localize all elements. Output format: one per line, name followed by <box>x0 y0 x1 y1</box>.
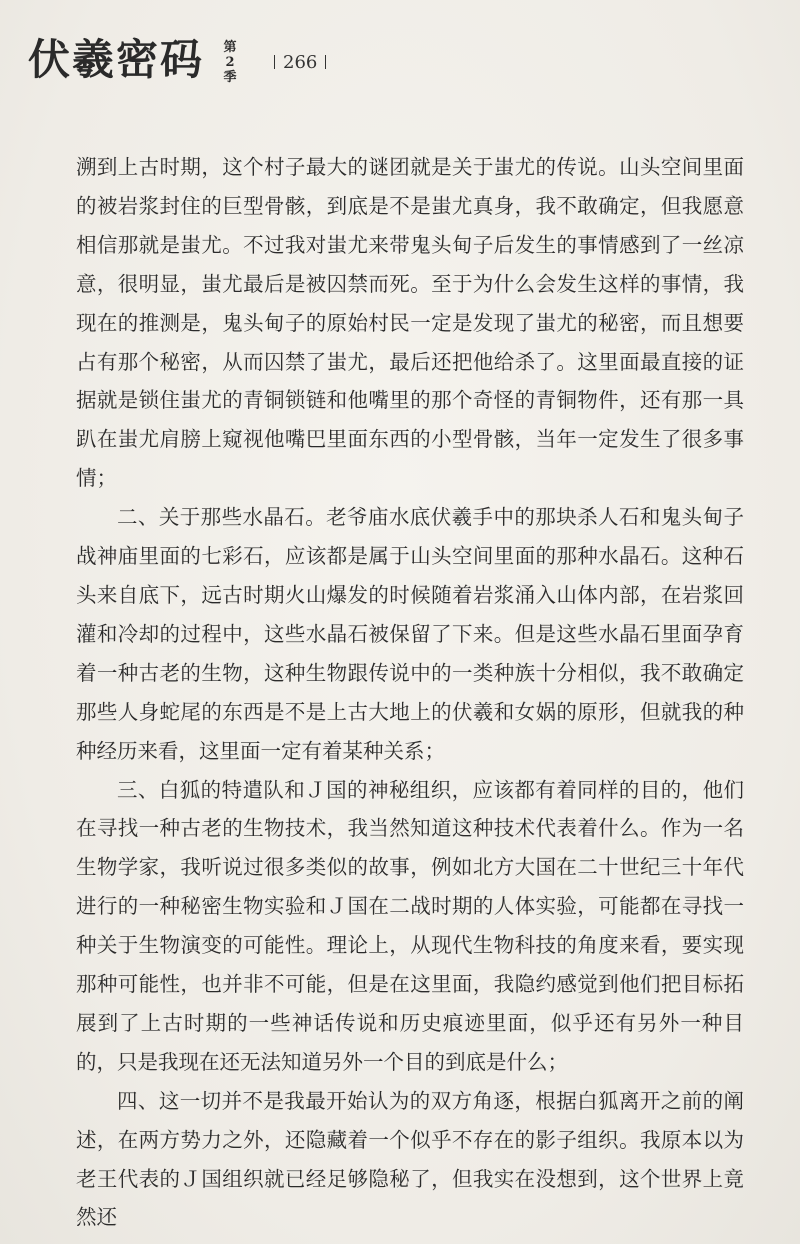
left-divider <box>274 55 275 69</box>
season-label: 第2季 <box>223 40 237 85</box>
right-divider <box>325 55 326 69</box>
page-number-block <box>266 52 334 74</box>
paragraph-continued: 溯到上古时期，这个村子最大的谜团就是关于蚩尤的传说。山头空间里面的被岩浆封住的巨型骨骸，到底是不是蚩尤真身，我不敢确定，但我愿意相信那就是蚩尤。不过我对蚩尤来带鬼头甸子后发生的事情感到了一丝凉意，很明显，蚩尤最后是被囚禁而死。至于为什么会发生这样的事情，我现在的推测是，鬼头甸子的原始村民一定是发现了蚩尤的秘密，而且想要占有那个秘密，从而囚禁了蚩尤，最后还把他给杀了。这里面最直接的证据就是锁住蚩尤的青铜锁链和他嘴里的那个奇怪的青铜物件，还有那一具趴在蚩尤肩膀上窥视他嘴巴里面东西的小型骨骸，当年一定发生了很多事情； <box>76 155 744 491</box>
body-text <box>76 148 744 1237</box>
running-header <box>28 30 428 100</box>
paragraph-point-three: 三、白狐的特遣队和Ｊ国的神秘组织，应该都有着同样的目的，他们在寻找一种古老的生物技术，我当然知道这种技术代表着什么。作为一名生物学家，我听说过很多类似的故事，例如北方大国在二十世纪三十年代进行的一种秘密生物实验和Ｊ国在二战时期的人体实验，可能都在寻找一种关于生物演变的可能性。理论上，从现代生物科技的角度来看，要实现那种可能性，也并非不可能，但是在这里面，我隐约感觉到他们把目标拓展到了上古时期的一些神话传说和历史痕迹里面，似乎还有另外一种目的，只是我现在还无法知道另外一个目的到底是什么； <box>76 777 744 1074</box>
paragraph-point-four: 四、这一切并不是我最开始认为的双方角逐，根据白狐离开之前的阐述，在两方势力之外，还隐藏着一个似乎不存在的影子组织。我原本以为老王代表的Ｊ国组织就已经足够隐秘了，但我实在没想到，这个世界上竟然还 <box>76 1088 744 1230</box>
paragraph-point-two: 二、关于那些水晶石。老爷庙水底伏羲手中的那块杀人石和鬼头甸子战神庙里面的七彩石，应该都是属于山头空间里面的那种水晶石。这种石头来自底下，远古时期火山爆发的时候随着岩浆涌入山体内部，在岩浆回灌和冷却的过程中，这些水晶石被保留了下来。但是这些水晶石里面孕育着一种古老的生物，这种生物跟传说中的一类种族十分相似，我不敢确定那些人身蛇尾的东西是不是上古大地上的伏羲和女娲的原形，但就我的种种经历来看，这里面一定有着某种关系； <box>76 505 744 763</box>
book-title: 伏羲密码 <box>28 35 205 84</box>
page-number: 266 <box>283 52 318 73</box>
